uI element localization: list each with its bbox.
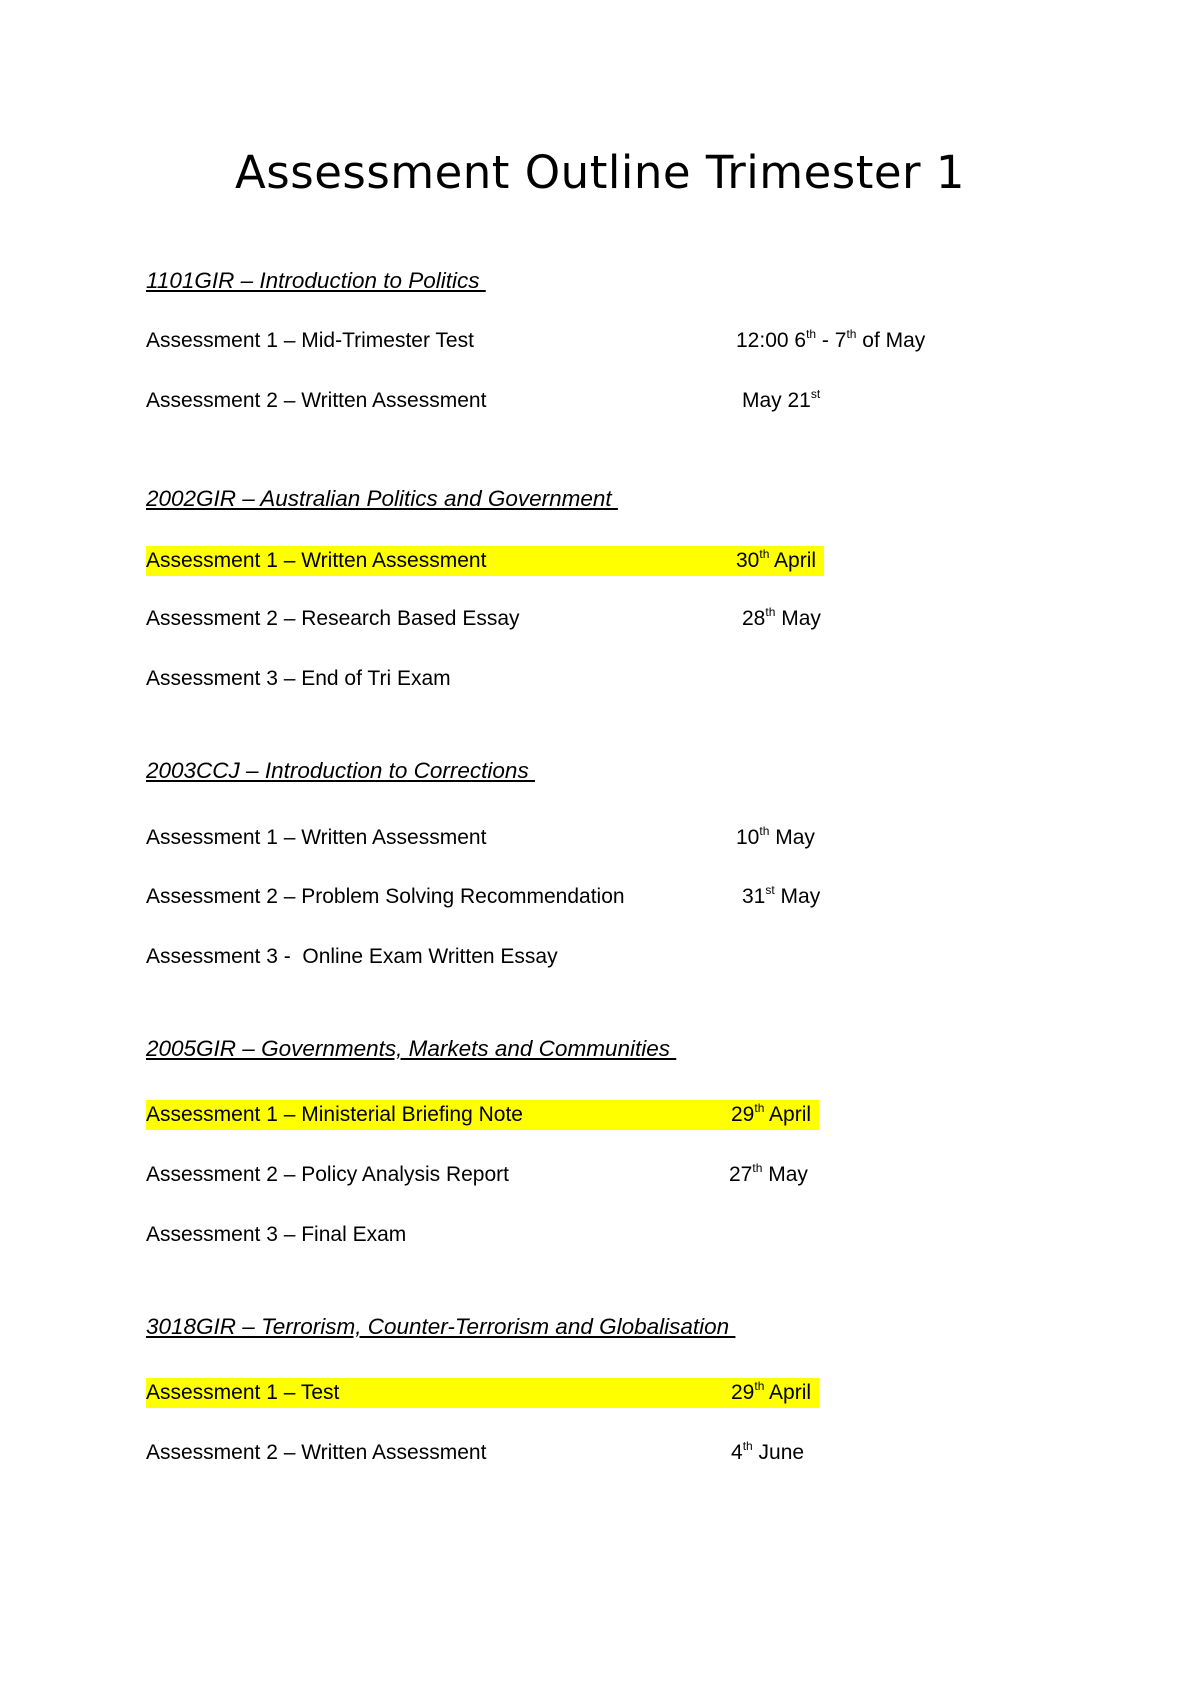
document-title: Assessment Outline Trimester 1: [235, 146, 965, 199]
assessment-date: May 21st: [742, 387, 821, 412]
assessment-row-highlighted: [146, 546, 824, 576]
course-heading: 2005GIR – Governments, Markets and Communities: [146, 1036, 677, 1061]
assessment-date: 10th May: [736, 824, 815, 849]
assessment-row: [146, 823, 966, 853]
assessment-date: 30th April: [736, 547, 817, 572]
assessment-label: Assessment 1 – Test: [146, 1381, 340, 1404]
assessment-row-highlighted: [146, 1378, 819, 1408]
assessment-row: [146, 882, 966, 912]
assessment-label: Assessment 1 – Ministerial Briefing Note: [146, 1103, 523, 1126]
course-heading: 2003CCJ – Introduction to Corrections: [146, 758, 535, 783]
course-heading: 1101GIR – Introduction to Politics: [146, 268, 486, 293]
assessment-row: [146, 326, 966, 356]
assessment-row: [146, 1160, 966, 1190]
assessment-row: [146, 386, 966, 416]
assessment-row-highlighted: [146, 1100, 819, 1130]
assessment-label: Assessment 1 – Mid-Trimester Test: [146, 329, 474, 352]
assessment-label: Assessment 2 – Problem Solving Recommendation: [146, 885, 625, 908]
assessment-row: [146, 1220, 966, 1250]
assessment-date: 28th May: [742, 605, 821, 630]
assessment-row: [146, 664, 966, 694]
course-heading: 3018GIR – Terrorism, Counter-Terrorism and Globalisation: [146, 1314, 736, 1339]
assessment-label: Assessment 1 – Written Assessment: [146, 826, 487, 849]
assessment-row: [146, 1438, 966, 1468]
assessment-label: Assessment 1 – Written Assessment: [146, 549, 487, 572]
assessment-label: Assessment 2 – Research Based Essay: [146, 607, 520, 630]
assessment-date: 4th June: [731, 1439, 805, 1464]
course-heading: 2002GIR – Australian Politics and Government: [146, 486, 618, 511]
assessment-date: 29th April: [731, 1101, 812, 1126]
assessment-date: 12:00 6th - 7th of May: [736, 327, 926, 352]
assessment-label: Assessment 2 – Written Assessment: [146, 1441, 487, 1464]
assessment-label: Assessment 3 – End of Tri Exam: [146, 667, 451, 690]
assessment-label: Assessment 2 – Written Assessment: [146, 389, 487, 412]
assessment-date: 27th May: [729, 1161, 808, 1186]
assessment-row: [146, 604, 966, 634]
assessment-date: 31st May: [742, 883, 821, 908]
assessment-date: 29th April: [731, 1379, 812, 1404]
assessment-label: Assessment 3 – Final Exam: [146, 1223, 407, 1246]
assessment-label: Assessment 3 - Online Exam Written Essay: [146, 945, 558, 968]
assessment-row: [146, 942, 966, 972]
assessment-label: Assessment 2 – Policy Analysis Report: [146, 1163, 509, 1186]
